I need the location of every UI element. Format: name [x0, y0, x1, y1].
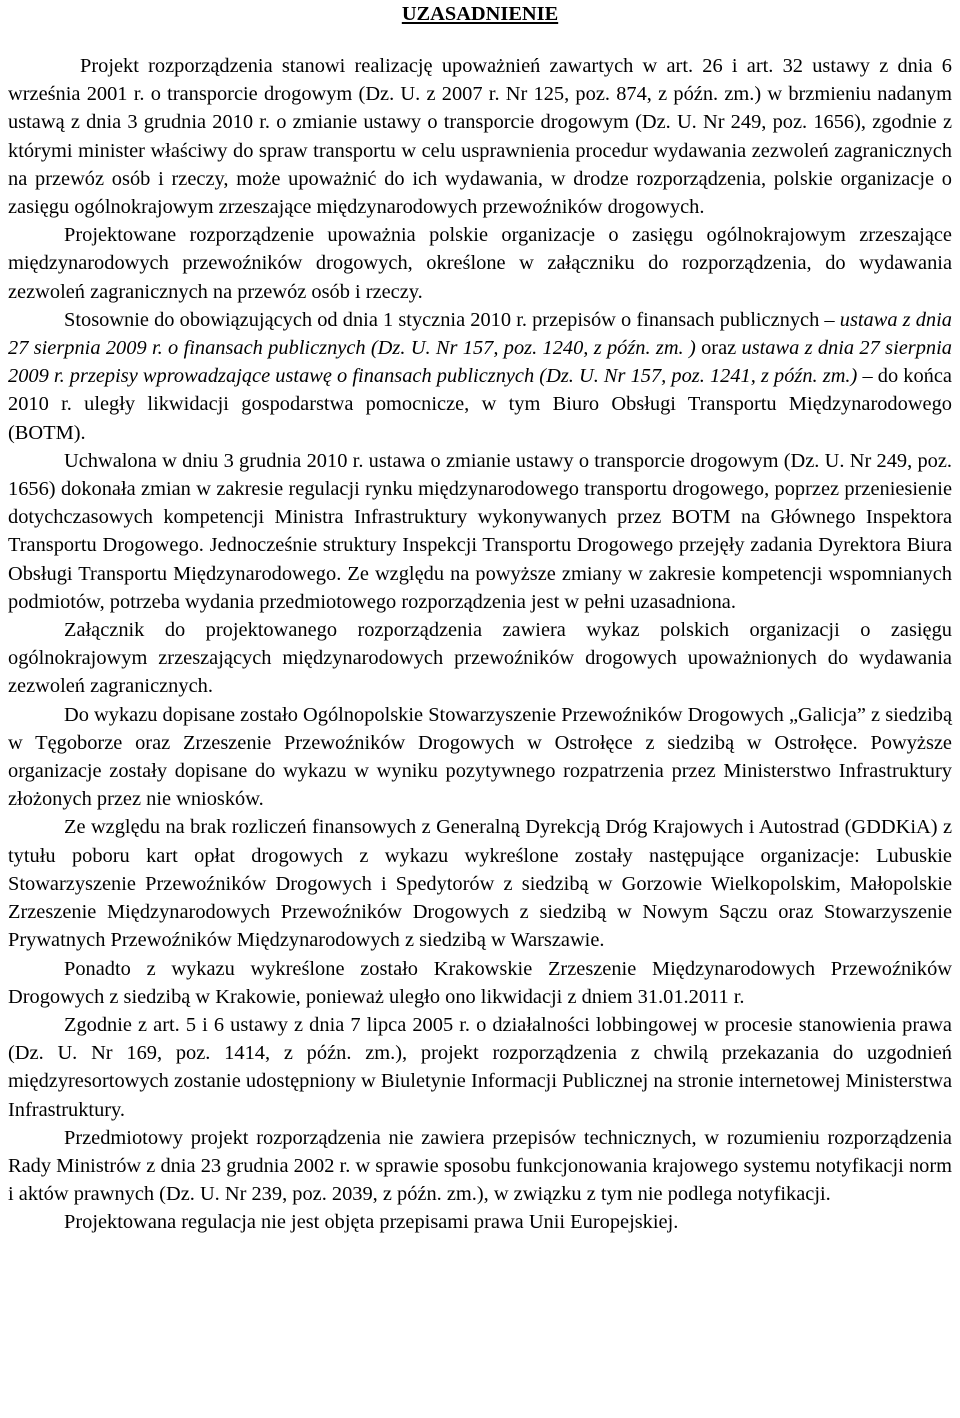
- paragraph-3: [8, 306, 952, 447]
- italic-citation: ustawa z dnia 27 sierpnia 2009 r. przepisy wprowadzające ustawę o finansach publicznych (Dz. U. Nr 157, poz. 1241, z późn. zm.): [8, 337, 952, 388]
- paragraph-text: Projektowane rozporządzenie upoważnia polskie organizacje o zasięgu ogólnokrajowym zrzeszające międzynarodowych przewoźników drogowych, określone w załączniku do rozporządzenia, do wydawania zezwoleń zagranicznych na przewóz osób i rzeczy.: [8, 224, 952, 303]
- paragraph-text: Stosownie do obowiązujących od dnia 1 stycznia 2010 r. przepisów o finansach publicznych –: [64, 308, 840, 331]
- document-title: UZASADNIENIE: [401, 3, 559, 25]
- paragraph-text: Ze względu na brak rozliczeń finansowych z Generalną Dyrekcją Dróg Krajowych i Autostrad (GDDKiA) z tytułu poboru kart opłat drogowych z wykazu wykreślone zostały następujące organizacje: Lubuskie Stowarzyszenie Przewoźników Drogowych i Spedytorów z siedzibą w Gorzowie Wielkopolskim, Małopolskie Zrzeszenie Międzynarodowych Przewoźników Drogowych z siedzibą w Nowym Sączu oraz Stowarzyszenie Prywatnych Przewoźników Międzynarodowych z siedzibą w Warszawie.: [8, 816, 952, 952]
- paragraph-11: [8, 1208, 952, 1236]
- paragraph-1: [8, 52, 952, 221]
- paragraph-text: Zgodnie z art. 5 i 6 ustawy z dnia 7 lipca 2005 r. o działalności lobbingowej w procesie stanowienia prawa (Dz. U. Nr 169, poz. 1414, z późn. zm.), projekt rozporządzenia z chwilą przekazania do uzgodnień międzyresortowych zostanie udostępniony w Biuletynie Informacji Publicznej na stronie internetowej Ministerstwa Infrastruktury.: [8, 1013, 952, 1121]
- italic-citation: ustawa z dnia 27 sierpnia 2009 r. o finansach publicznych (Dz. U. Nr 157, poz. 1240, z późn. zm. ): [8, 308, 952, 360]
- paragraph-text: Ponadto z wykazu wykreślone zostało Krakowskie Zrzeszenie Międzynarodowych Przewoźników Drogowych z siedzibą w Krakowie, ponieważ uległo ono likwidacji z dniem 31.01.2011 r.: [8, 957, 952, 1008]
- paragraph-text: – do końca 2010 r. uległy likwidacji gospodarstwa pomocnicze, w tym Biuro Obsługi Transportu Międzynarodowego (BOTM).: [8, 365, 952, 444]
- paragraph-6: [8, 701, 952, 814]
- paragraph-10: [8, 1124, 952, 1209]
- paragraph-text: Załącznik do projektowanego rozporządzenia zawiera wykaz polskich organizacji o zasięgu ogólnokrajowym zrzeszających międzynarodowych przewoźników drogowych upoważnionych do wydawania zezwoleń zagranicznych.: [8, 619, 952, 698]
- paragraph-2: [8, 221, 952, 306]
- paragraph-text: Projektowana regulacja nie jest objęta przepisami prawa Unii Europejskiej.: [64, 1211, 679, 1234]
- paragraph-7: [8, 813, 952, 954]
- paragraph-8: [8, 955, 952, 1011]
- paragraph-4: [8, 447, 952, 616]
- paragraph-text: Projekt rozporządzenia stanowi realizację upoważnień zawartych w art. 26 i art. 32 ustawy z dnia 6 września 2001 r. o transporcie drogowym (Dz. U. z 2007 r. Nr 125, poz. 874, z późn. zm.) w brzmieniu nadanym ustawą z dnia 3 grudnia 2010 r. o zmianie ustawy o transporcie drogowym (Dz. U. Nr 249, poz. 1656), zgodnie z którymi minister właściwy do spraw transportu w celu usprawnienia procedur wydawania zezwoleń zagranicznych na przewóz osób i rzeczy, może upoważnić do ich wydawania, w drodze rozporządzenia, polskie organizacje o zasięgu ogólnokrajowym zrzeszające międzynarodowych przewoźników drogowych.: [8, 55, 952, 219]
- paragraph-text: Do wykazu dopisane zostało Ogólnopolskie Stowarzyszenie Przewoźników Drogowych „Galicja” z siedzibą w Tęgoborze oraz Zrzeszenie Przewoźników Drogowych w Ostrołęce z siedzibą w Ostrołęce. Powyższe organizacje zostały dopisane do wykazu w wyniku pozytywnego rozpatrzenia przez Ministerstwo Infrastruktury złożonych przez nie wniosków.: [8, 703, 952, 811]
- paragraph-text: Przedmiotowy projekt rozporządzenia nie zawiera przepisów technicznych, w rozumieniu rozporządzenia Rady Ministrów z dnia 23 grudnia 2002 r. w sprawie sposobu funkcjonowania krajowego systemu notyfikacji norm i aktów prawnych (Dz. U. Nr 239, poz. 2039, z późn. zm.), w związku z tym nie podlega notyfikacji.: [8, 1126, 952, 1206]
- paragraph-5: [8, 616, 952, 701]
- paragraph-text: Uchwalona w dniu 3 grudnia 2010 r. ustawa o zmianie ustawy o transporcie drogowym (Dz. U. Nr 249, poz. 1656) dokonała zmian w zakresie regulacji rynku międzynarodowego transportu drogowego, poprzez przeniesienie dotychczasowych kompetencji Ministra Infrastruktury wykonywanych przez BOTM na Głównego Inspektora Transportu Drogowego. Jednocześnie struktury Inspekcji Transportu Drogowego przejęły zadania Dyrektora Biura Obsługi Transportu Międzynarodowego. Ze względu na powyższe zmiany w zakresie kompetencji wspomnianych podmiotów, potrzeba wydania przedmiotowego rozporządzenia jest w pełni uzasadniona.: [8, 449, 952, 613]
- paragraph-text: oraz: [695, 337, 742, 360]
- paragraph-9: [8, 1011, 952, 1124]
- document-body: [8, 52, 952, 1237]
